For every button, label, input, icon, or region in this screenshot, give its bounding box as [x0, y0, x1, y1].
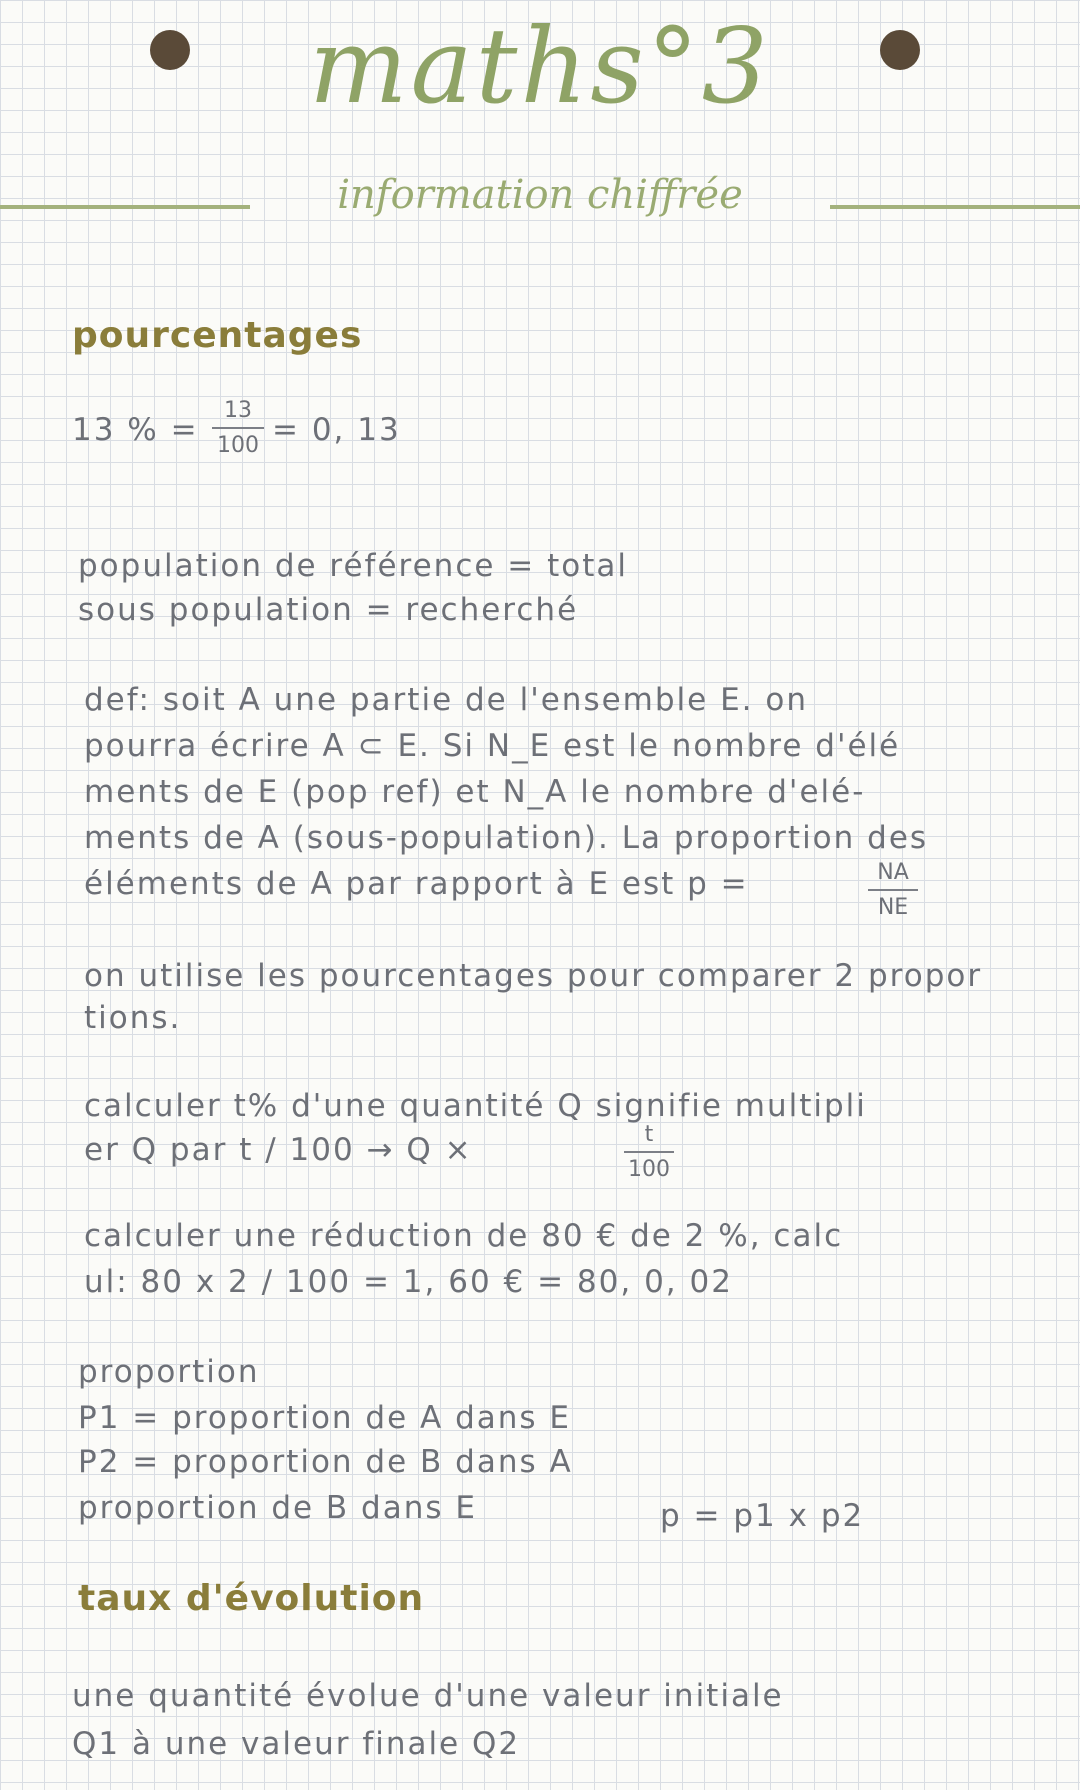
- calc-line-2: er Q par t / 100 → Q ×: [84, 1132, 473, 1168]
- reduction-line-2: ul: 80 x 2 / 100 = 1, 60 € = 80, 0, 02: [84, 1264, 733, 1300]
- definition-line-1: population de référence = total: [78, 548, 629, 584]
- reduction-line-1: calculer une réduction de 80 € de 2 %, calc: [84, 1218, 844, 1254]
- percent-left: 13 % =: [72, 412, 199, 448]
- def-line-2: pourra écrire A ⊂ E. Si N_E est le nombre d'élé: [84, 728, 901, 764]
- percent-right: = 0, 13: [272, 412, 401, 448]
- percent-fraction-den: 100: [217, 433, 259, 458]
- calc-line-1: calculer t% d'une quantité Q signifie multipli: [84, 1088, 867, 1124]
- proportion-fraction-den: NE: [877, 895, 909, 920]
- compare-line-1: on utilise les pourcentages pour comparer 2 propor: [84, 958, 983, 994]
- calc-fraction: [624, 1122, 674, 1182]
- proportion-p3: proportion de B dans E: [78, 1490, 477, 1526]
- def-line-3: ments de E (pop ref) et N_A le nombre d'elé-: [84, 774, 866, 810]
- page-subtitle: information chiffrée: [337, 172, 743, 218]
- proportion-formula: p = p1 x p2: [660, 1498, 865, 1534]
- evolution-line-2: Q1 à une valeur finale Q2: [72, 1726, 521, 1762]
- heading-pourcentages: pourcentages: [72, 315, 363, 356]
- compare-line-2: tions.: [84, 1000, 182, 1036]
- def-line-4: ments de A (sous-population). La proportion des: [84, 820, 929, 856]
- percent-fraction: [212, 398, 264, 458]
- percent-fraction-num: 13: [224, 398, 252, 423]
- evolution-line-1: une quantité évolue d'une valeur initiale: [72, 1678, 784, 1714]
- proportion-p2: P2 = proportion de B dans A: [78, 1444, 573, 1480]
- title-rule-right: [830, 205, 1080, 209]
- proportion-fraction-num: NA: [877, 860, 909, 885]
- heading-taux-evolution: taux d'évolution: [78, 1578, 425, 1619]
- proportion-title: proportion: [78, 1354, 260, 1390]
- page-title: maths°3: [309, 5, 771, 127]
- definition-line-2: sous population = recherché: [78, 592, 579, 628]
- def-line-5: éléments de A par rapport à E est p =: [84, 866, 749, 902]
- def-line-1: def: soit A une partie de l'ensemble E. on: [84, 682, 808, 718]
- proportion-fraction: [868, 860, 918, 920]
- calc-fraction-den: 100: [628, 1157, 670, 1182]
- calc-fraction-num: t: [644, 1122, 654, 1147]
- proportion-p1: P1 = proportion de A dans E: [78, 1400, 572, 1436]
